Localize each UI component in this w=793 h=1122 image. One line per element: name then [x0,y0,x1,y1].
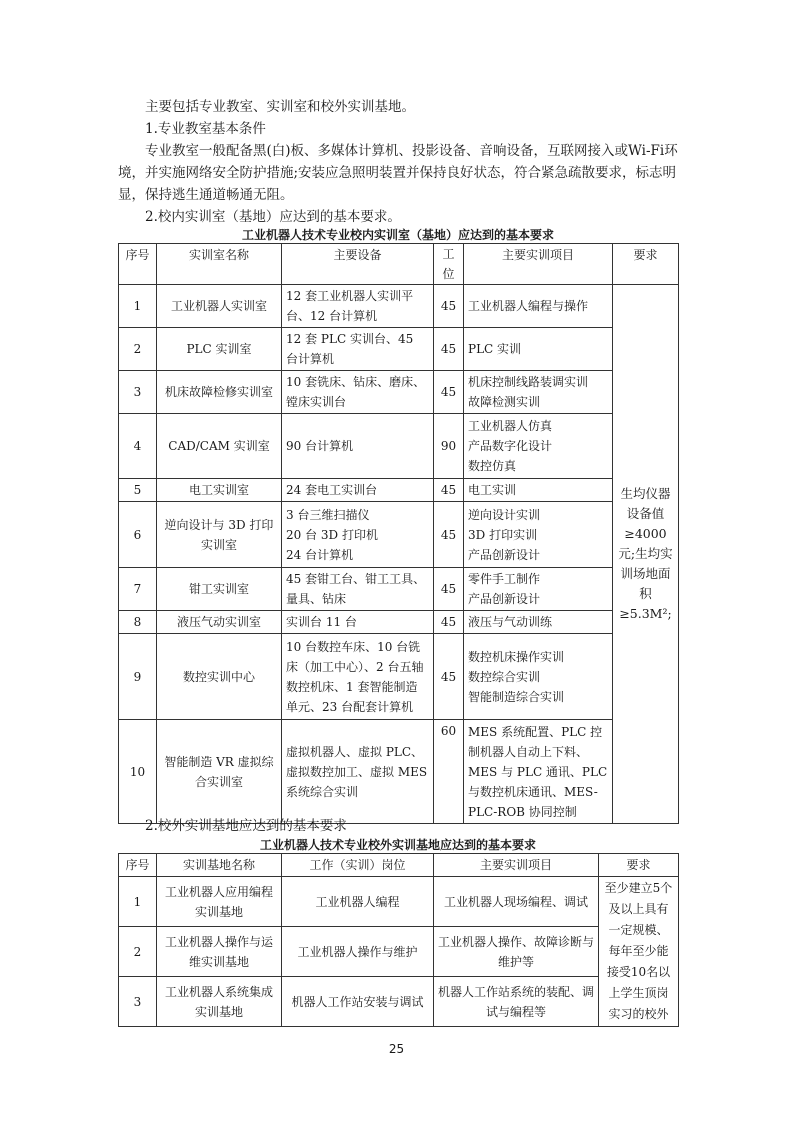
post: 机器人工作站安装与调试 [282,977,434,1027]
equipment: 虚拟机器人、虚拟 PLC、虚拟数控加工、虚拟 MES 系统综合实训 [282,720,434,824]
table-row [119,720,679,824]
equipment: 45 套钳工台、钳工工具、量具、钻床 [282,568,434,611]
equipment: 12 套工业机器人实训平台、12 台计算机 [282,285,434,328]
equipment: 10 套铣床、钻床、磨床、镗床实训台 [282,371,434,414]
project: 3D 打印实训 [468,527,538,542]
table2-header-row [119,854,679,877]
equipment: 24 套电工实训台 [282,479,434,502]
row-no: 1 [119,877,157,927]
projects [464,502,613,568]
room-name: 钳工实训室 [157,568,282,611]
project: 产品创新设计 [468,592,541,606]
row-no: 2 [119,328,157,371]
seats: 45 [434,634,464,720]
onsite-training-table [118,243,679,824]
equipment: 实训台 11 台 [282,611,434,634]
project: PLC 实训 [464,328,613,371]
equipment [282,502,434,568]
seats: 60 [434,720,464,824]
header-base-name: 实训基地名称 [157,854,282,877]
header-post: 工作（实训）岗位 [282,854,434,877]
row-no: 10 [119,720,157,824]
base-name: 工业机器人系统集成实训基地 [157,977,282,1027]
seats: 45 [434,568,464,611]
table-row [119,502,679,568]
header-requirement: 要求 [599,854,679,877]
header-projects: 主要实训项目 [434,854,599,877]
project: 产品数字化设计 [468,439,553,453]
seats: 45 [434,285,464,328]
row-no: 6 [119,502,157,568]
room-name: 电工实训室 [157,479,282,502]
project: 工业机器人编程与操作 [464,285,613,328]
projects [464,634,613,720]
header-equipment: 主要设备 [282,244,434,285]
project: 智能制造综合实训 [468,689,565,704]
table-row [119,634,679,720]
row-no: 4 [119,414,157,479]
seats: 45 [434,479,464,502]
heading-classroom: 1.专业教室基本条件 [145,121,266,137]
header-seats: 工位 [434,244,464,285]
projects [464,568,613,611]
paragraph-intro: 主要包括专业教室、实训室和校外实训基地。 [145,99,415,115]
project: 电工实训 [464,479,613,502]
paragraph-classroom: 专业教室一般配备黑(白)板、多媒体计算机、投影设备、音响设备，互联网接入或Wi-Fi环境，并实施网络安全防护措施;安装应急照明装置并保持良好状态，符合紧急疏散要求，标志明显，保持逃生通道畅通无阻。 [118,143,678,203]
table-row [119,927,679,977]
room-name: CAD/CAM 实训室 [157,414,282,479]
project: MES 系统配置、PLC 控制机器人自动上下料、MES 与 PLC 通讯、PLC 与数控机床通讯、MES-PLC-ROB 协同控制 [464,720,613,824]
project: 零件手工制作 [468,572,541,586]
room-name: PLC 实训室 [157,328,282,371]
project: 产品创新设计 [468,547,541,562]
table1-caption: 工业机器人技术专业校内实训室（基地）应达到的基本要求 [241,228,554,242]
table-row [119,328,679,371]
row-no: 7 [119,568,157,611]
heading-onsite: 2.校内实训室（基地）应达到的基本要求。 [145,209,401,225]
equipment: 10 台数控车床、10 台铣床（加工中心）、2 台五轴数控机床、1 套智能制造单元、23 台配套计算机 [282,634,434,720]
project: 工业机器人仿真 [468,419,553,433]
table-row [119,479,679,502]
projects: 工业机器人现场编程、调试 [434,877,599,927]
project: 数控机床操作实训 [468,649,565,664]
row-no: 8 [119,611,157,634]
room-name: 智能制造 VR 虚拟综合实训室 [157,720,282,824]
projects [464,371,613,414]
requirement-cell: 生均仪器设备值≥4000元;生均实训场地面积≥5.3M²; [613,285,679,824]
table2-caption: 工业机器人技术专业校外实训基地应达到的基本要求 [259,838,536,852]
row-no: 3 [119,977,157,1027]
seats: 45 [434,371,464,414]
room-name: 工业机器人实训室 [157,285,282,328]
row-no: 1 [119,285,157,328]
table1-header-row [119,244,679,285]
project: 数控综合实训 [468,669,541,684]
base-name: 工业机器人操作与运维实训基地 [157,927,282,977]
table-row [119,285,679,328]
seats: 45 [434,611,464,634]
project: 故障检测实训 [468,395,541,409]
offsite-training-table [118,853,679,1027]
projects: 工业机器人操作、故障诊断与维护等 [434,927,599,977]
header-requirement: 要求 [613,244,679,285]
row-no: 5 [119,479,157,502]
seats: 90 [434,414,464,479]
room-name: 数控实训中心 [157,634,282,720]
heading-offsite: 2.校外实训基地应达到的基本要求 [145,818,347,834]
seats: 45 [434,328,464,371]
row-no: 3 [119,371,157,414]
requirement-cell: 至少建立5个及以上具有一定规模、每年至少能接受10名以上学生顶岗实习的校外 [599,877,679,1027]
table-row [119,611,679,634]
header-no: 序号 [119,854,157,877]
equipment: 12 套 PLC 实训台、45 台计算机 [282,328,434,371]
projects: 机器人工作站系统的装配、调试与编程等 [434,977,599,1027]
projects [464,414,613,479]
equipment-item: 3 台三维扫描仪 [286,507,370,522]
post: 工业机器人编程 [282,877,434,927]
project: 数控仿真 [468,459,517,473]
table-row [119,568,679,611]
header-projects: 主要实训项目 [464,244,613,285]
row-no: 9 [119,634,157,720]
project: 液压与气动训练 [464,611,613,634]
project: 逆向设计实训 [468,507,541,522]
table-row [119,371,679,414]
seats: 45 [434,502,464,568]
row-no: 2 [119,927,157,977]
room-name: 液压气动实训室 [157,611,282,634]
room-name: 逆向设计与 3D 打印实训室 [157,502,282,568]
header-no: 序号 [119,244,157,285]
table-row [119,977,679,1027]
equipment-item: 24 台计算机 [286,547,354,562]
header-room-name: 实训室名称 [157,244,282,285]
room-name: 机床故障检修实训室 [157,371,282,414]
table-row [119,877,679,927]
base-name: 工业机器人应用编程实训基地 [157,877,282,927]
equipment-item: 20 台 3D 打印机 [286,527,378,542]
post: 工业机器人操作与维护 [282,927,434,977]
equipment: 90 台计算机 [282,414,434,479]
project: 机床控制线路装调实训 [468,375,589,389]
page-number: 25 [388,1042,405,1056]
table-row [119,414,679,479]
